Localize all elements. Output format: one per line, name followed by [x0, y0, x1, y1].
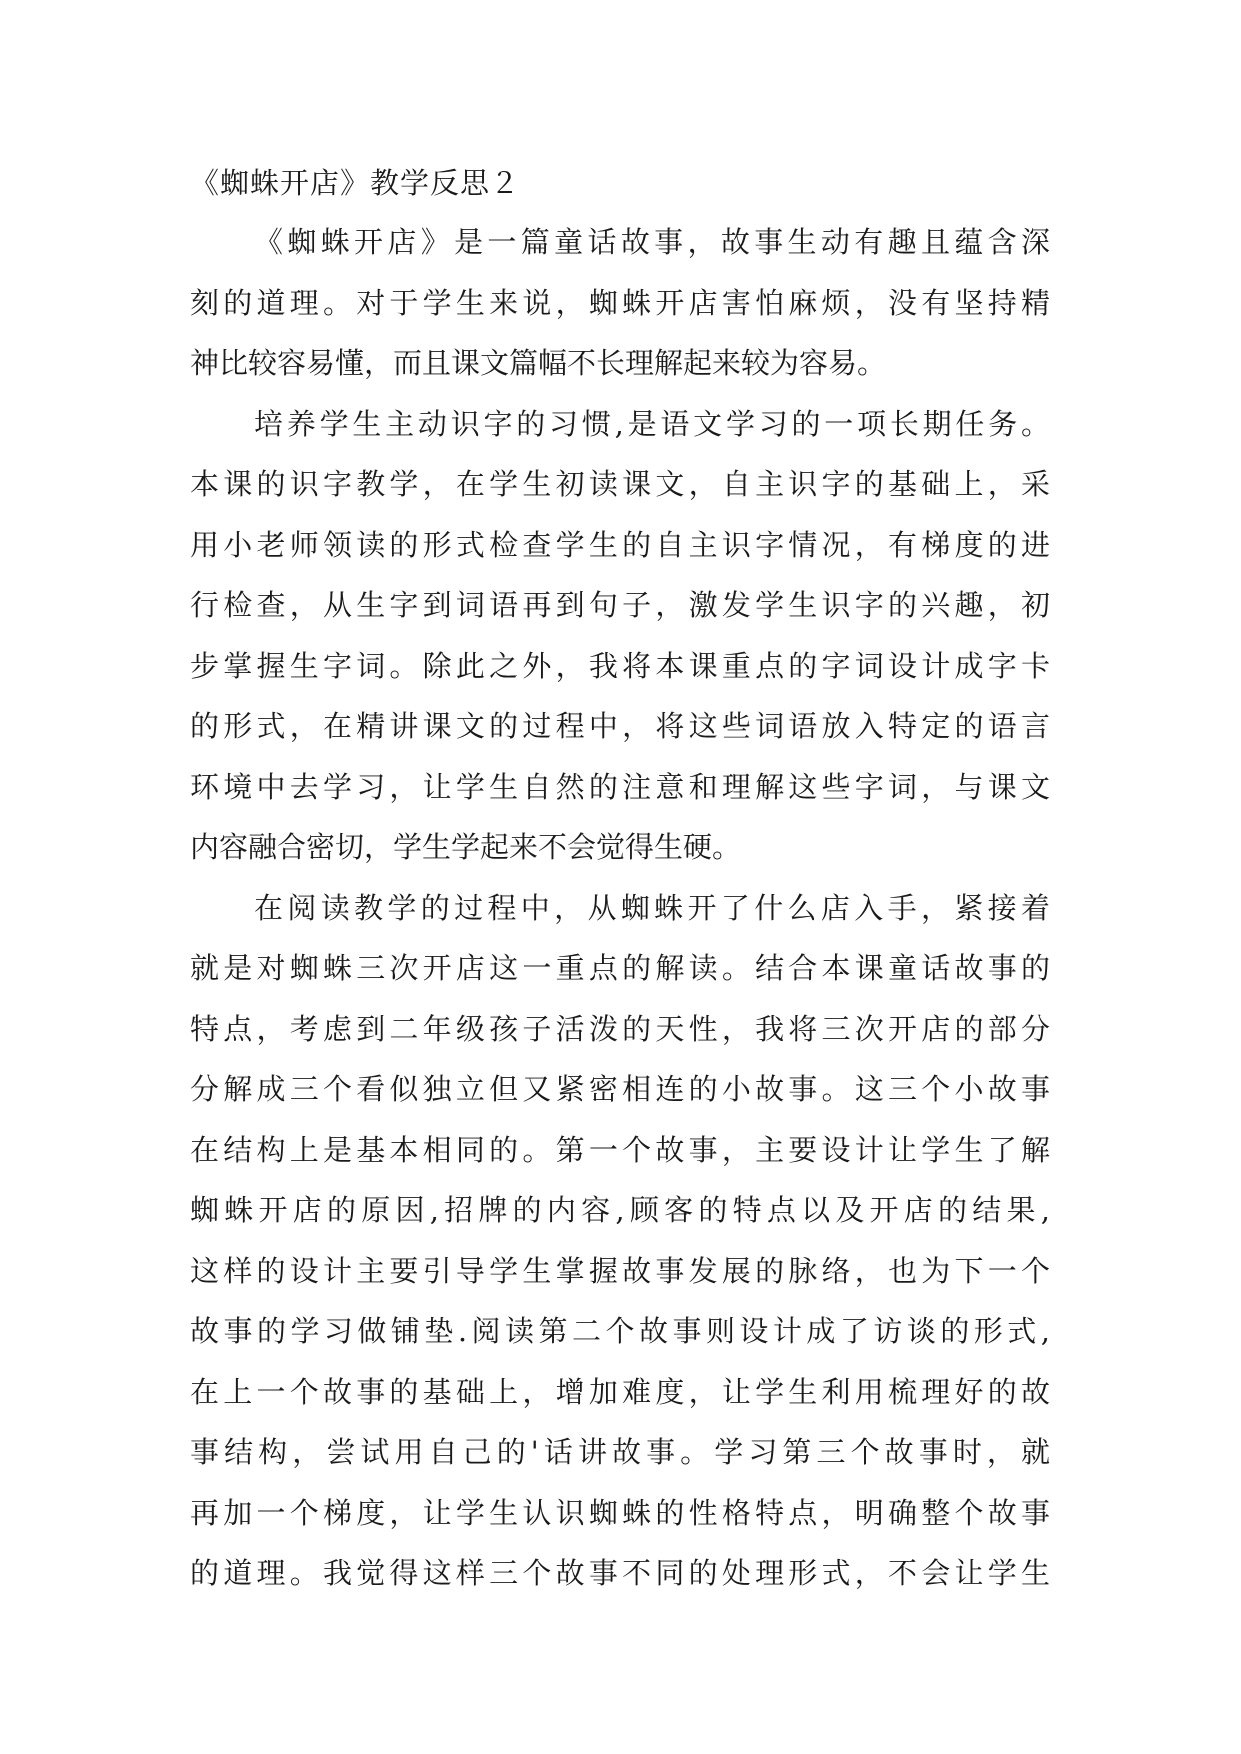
text-line: 的形式，在精讲课文的过程中，将这些词语放入特定的语言 [190, 709, 1050, 743]
text-line: 《蜘蛛开店》是一篇童话故事，故事生动有趣且蕴含深 [254, 225, 1050, 259]
text-line: 的道理。我觉得这样三个故事不同的处理形式，不会让学生 [190, 1556, 1050, 1590]
text-line: 在阅读教学的过程中，从蜘蛛开了什么店入手，紧接着 [254, 890, 1050, 925]
text-line: 这样的设计主要引导学生掌握故事发展的脉络，也为下一个 [190, 1253, 1050, 1288]
text-line: 事结构，尝试用自己的'话讲故事。学习第三个故事时，就 [190, 1435, 1050, 1469]
text-line: 蜘蛛开店的原因,招牌的内容,顾客的特点以及开店的结果, [190, 1193, 1050, 1227]
paragraph-3 [190, 878, 1050, 1604]
text-line: 分解成三个看似独立但又紧密相连的小故事。这三个小故事 [190, 1072, 1050, 1106]
text-line: 在上一个故事的基础上，增加难度，让学生利用梳理好的故 [190, 1374, 1050, 1409]
text-line: 行检查，从生字到词语再到句子，激发学生识字的兴趣，初 [190, 588, 1050, 622]
text-line: 用小老师领读的形式检查学生的自主识字情况，有梯度的进 [190, 527, 1050, 562]
text-line: 本课的识字教学，在学生初读课文，自主识字的基础上，采 [190, 467, 1050, 501]
text-line: 步掌握生字词。除此之外，我将本课重点的字词设计成字卡 [190, 648, 1050, 683]
document-body [190, 212, 1050, 1604]
paragraph-1 [190, 212, 1050, 394]
text-line: 培养学生主动识字的习惯,是语文学习的一项长期任务。 [254, 406, 1050, 441]
document-title: 《蜘蛛开店》教学反思２ [190, 166, 521, 200]
text-line: 在结构上是基本相同的。第一个故事，主要设计让学生了解 [190, 1132, 1050, 1167]
text-line: 故事的学习做铺垫.阅读第二个故事则设计成了访谈的形式, [190, 1314, 1050, 1348]
text-line: 特点，考虑到二年级孩子活泼的天性，我将三次开店的部分 [190, 1011, 1050, 1046]
text-line: 刻的道理。对于学生来说，蜘蛛开店害怕麻烦，没有坚持精 [190, 285, 1050, 320]
text-line: 就是对蜘蛛三次开店这一重点的解读。结合本课童话故事的 [190, 951, 1050, 985]
text-line: 神比较容易懂，而且课文篇幅不长理解起来较为容易。 [190, 346, 887, 380]
text-line: 环境中去学习，让学生自然的注意和理解这些字词，与课文 [190, 769, 1050, 804]
paragraph-2 [190, 394, 1050, 878]
text-line: 再加一个梯度，让学生认识蜘蛛的性格特点，明确整个故事 [190, 1495, 1050, 1530]
text-line: 内容融合密切，学生学起来不会觉得生硬。 [190, 830, 742, 864]
